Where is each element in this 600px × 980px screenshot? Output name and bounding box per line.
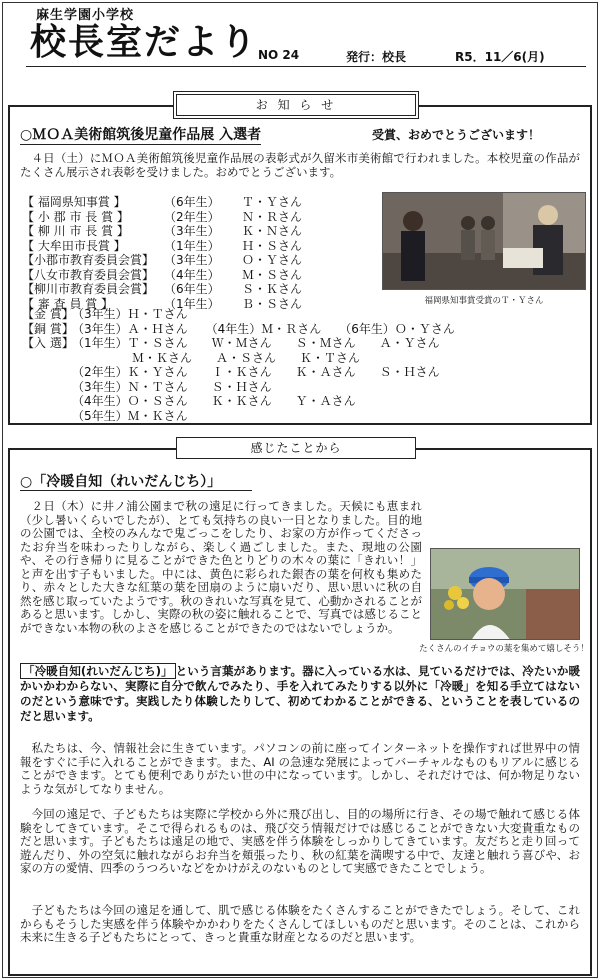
award-grade: （3年生） [164, 224, 220, 238]
award-student: Ｈ・Ｓさん [242, 238, 303, 253]
congrats-text: 受賞、おめでとうございます！ [372, 128, 541, 142]
award-name: 【 柳 川 市 長 賞 】 [22, 224, 129, 238]
medal-category [22, 351, 72, 366]
award-name: 【柳川市教育委員会賞】 [22, 282, 155, 296]
reflection-para-2-text: という言葉があります。器に入っている水は、見ているだけでは、冷たいか暖かいかわからない、実際に自分で飲んでみたり、手を入れてみたりする以外に「冷暖」を知る手立てはないのだという意味です。実践したり体験したりして、初めてわかることができる、ということを表しているのだと思います。 [20, 664, 580, 723]
medal-category: 【銅 賞】 [22, 321, 74, 336]
award-list [22, 195, 382, 311]
medal-names: （4年生）Ｏ・Ｓさん Ｋ・Ｋさん Ｙ・Ａさん [72, 394, 356, 408]
award-student: Ｎ・Ｒさん [242, 209, 303, 224]
medal-names: （5年生）Ｍ・Ｋさん [72, 408, 188, 423]
reflection-section-header: 感じたことから [176, 437, 416, 459]
award-grade: （1年生） [164, 238, 220, 253]
award-student: Ｓ・Ｋさん [242, 282, 303, 296]
reflection-para-5: 子どもたちは今回の遠足を通して、肌で感じる体験をたくさんすることができたでしょう。そして、これからもそうした実感を伴う体験やかかわりをたくさんしてほしいものだと思います。そのことは、これから未来に生きる子どもたちにとって、きっと貴重な財産となるのだと思います。 [20, 903, 580, 944]
reflection-para-4: 今回の遠足で、子どもたちは実際に学校から外に飛び出し、目的の場所に行き、その場で触れて感じる体験をしてきています。そこで得られるものは、飛び交う情報だけでは感じることができない大変貴重なものだと思います。子どもたちは遠足の地で、実感を伴う体験をしっかりしてきています。友だちと走り回って遊んだり、外の空気に触れながらお弁当を頬張ったり、秋の紅葉を満喫する中で、友達と触れう喜びや、お家の方の愛情、四季のうつろいなどをかけがえのないものとして実感できたことでしょう。 [20, 807, 580, 875]
issue-date: R5．11／6(月) [455, 50, 545, 64]
news-section-header: お 知 ら せ [176, 94, 416, 116]
award-ceremony-photo [382, 192, 586, 290]
award-student: Ｋ・Ｎさん [242, 224, 303, 238]
reflection-para-3: 私たちは、今、情報社会に生きています。パソコンの前に座ってインターネットを操作すれば世界中の情報をすぐに手に入れることができます。また、AI の急速な発展によってバーチャルなものもリアルに感じることができます。とても便利でありがたい世の中になっています。しかし、それだけでは、何か物足りないような気がしてなりません。 [20, 741, 580, 796]
medal-row [22, 394, 582, 409]
medal-row [22, 365, 582, 380]
medal-row [22, 409, 582, 424]
reflection-para-2 [20, 664, 580, 724]
medal-row [22, 351, 582, 366]
reirei-term-box: 「冷暖自知(れいだんじち)」 [20, 663, 176, 679]
title-underline [26, 66, 586, 67]
award-row [22, 195, 382, 210]
award-name: 【 小 郡 市 長 賞 】 [22, 209, 129, 224]
award-row [22, 224, 382, 239]
award-grade: （1年生） [164, 296, 220, 311]
medal-names: （3年生）Ａ・Ｈさん （4年生）Ｍ・Ｒさん （6年生）Ｏ・Ｙさん [72, 321, 455, 336]
award-row [22, 210, 382, 225]
award-grade: （2年生） [164, 209, 220, 224]
medal-names: （3年生）Ｎ・Ｔさん Ｓ・Ｈさん [72, 379, 272, 394]
award-ceremony-illustration [383, 193, 586, 290]
award-student: Ｂ・Ｓさん [242, 296, 303, 311]
medal-row [22, 322, 582, 337]
award-row [22, 239, 382, 254]
award-student: Ｏ・Ｙさん [242, 253, 303, 267]
award-row [22, 253, 382, 268]
medal-category [22, 409, 72, 424]
award-row [22, 268, 382, 283]
publisher: 発行：校長 [346, 50, 407, 64]
reflection-heading-underline [20, 490, 252, 491]
award-student: Ｔ・Ｙさん [242, 195, 303, 209]
medal-category [22, 394, 72, 409]
medal-row [22, 336, 582, 351]
award-name: 【小郡市教育委員会賞】 [22, 253, 155, 267]
medal-category [22, 365, 72, 380]
award-grade: （3年生） [164, 253, 220, 267]
ginkgo-leaves-photo [430, 548, 580, 640]
medal-row [22, 307, 582, 322]
ginkgo-photo-caption: たくさんのイチョウの葉を集めて嬉しそう！ [419, 644, 589, 654]
medal-category: 【金 賞】 [22, 307, 74, 321]
award-grade: （4年生） [164, 267, 220, 282]
award-grade: （6年生） [164, 282, 220, 296]
child-with-leaves-illustration [431, 549, 580, 640]
school-name: 麻生学園小学校 [36, 8, 135, 23]
medal-category: 【入 選】 [22, 336, 74, 350]
medal-list [22, 307, 582, 423]
medal-names: （2年生）Ｋ・Ｙさん Ｉ・Ｋさん Ｋ・Ａさん Ｓ・Ｈさん [72, 365, 440, 379]
award-name: 【 大牟田市長賞 】 [22, 238, 126, 253]
newsletter-title: 校長室だより [30, 21, 259, 63]
award-name: 【 審 査 員 賞 】 [22, 296, 114, 311]
award-name: 【 福岡県知事賞 】 [22, 195, 126, 209]
award-student: Ｍ・Ｓさん [242, 267, 303, 282]
medal-row [22, 380, 582, 395]
medal-names: Ｍ・Ｋさん Ａ・Ｓさん Ｋ・Ｔさん [72, 350, 361, 365]
medal-names: （3年生）Ｈ・Ｔさん [72, 307, 188, 321]
award-name: 【八女市教育委員会賞】 [22, 267, 155, 282]
award-row [22, 282, 382, 297]
news-heading: ○ＭＯＡ美術館筑後児童作品展 入選者 [20, 124, 261, 145]
award-grade: （6年生） [164, 195, 220, 209]
reflection-heading: ○「冷暖自知（れいだんじち）」 [20, 474, 222, 490]
news-intro: ４日（土）にＭＯＡ美術館筑後児童作品展の表彰式が久留米市美術館で行われました。本校児童の作品がたくさん展示され表彰を受けました。おめでとうございます。 [20, 151, 580, 179]
medal-names: （1年生）Ｔ・Ｓさん Ｗ・Ｍさん Ｓ・Ｍさん Ａ・Ｙさん [72, 336, 440, 350]
medal-category [22, 380, 72, 395]
award-photo-caption: 福岡県知事賞受賞のＴ・Ｙさん [424, 296, 544, 306]
reflection-para-1-text: ２日（木）に井ノ浦公園まで秋の遠足に行ってきました。天候にも恵まれ（少し暑いくらいでしたが）、とても気持ちの良い一日となりました。目的地の公園では、全校のみんなで鬼ごっこをしたり、お家の方が作ってくださったお弁当を味わったりしながら、楽しく過ごしました。また、現地の公園や、その行き帰りに見ることができた色とりどりの木々の葉に「きれい！」と声を出す子もいました。中には、黄色に彩られた銀杏の葉を何枚も集めたり、赤々とした大きな紅葉の葉を団扇のように扇いだり、思い思いに秋の自然を感じ取っていたようです。秋のきれいな写真を見て、心動かされることがあると思います。しかし、実際の秋の姿に触れることで、写真では感じることができない本物の秋のよさを感じることができたのではないでしょうか。 [20, 500, 422, 635]
issue-number: NO 24 [258, 48, 300, 62]
